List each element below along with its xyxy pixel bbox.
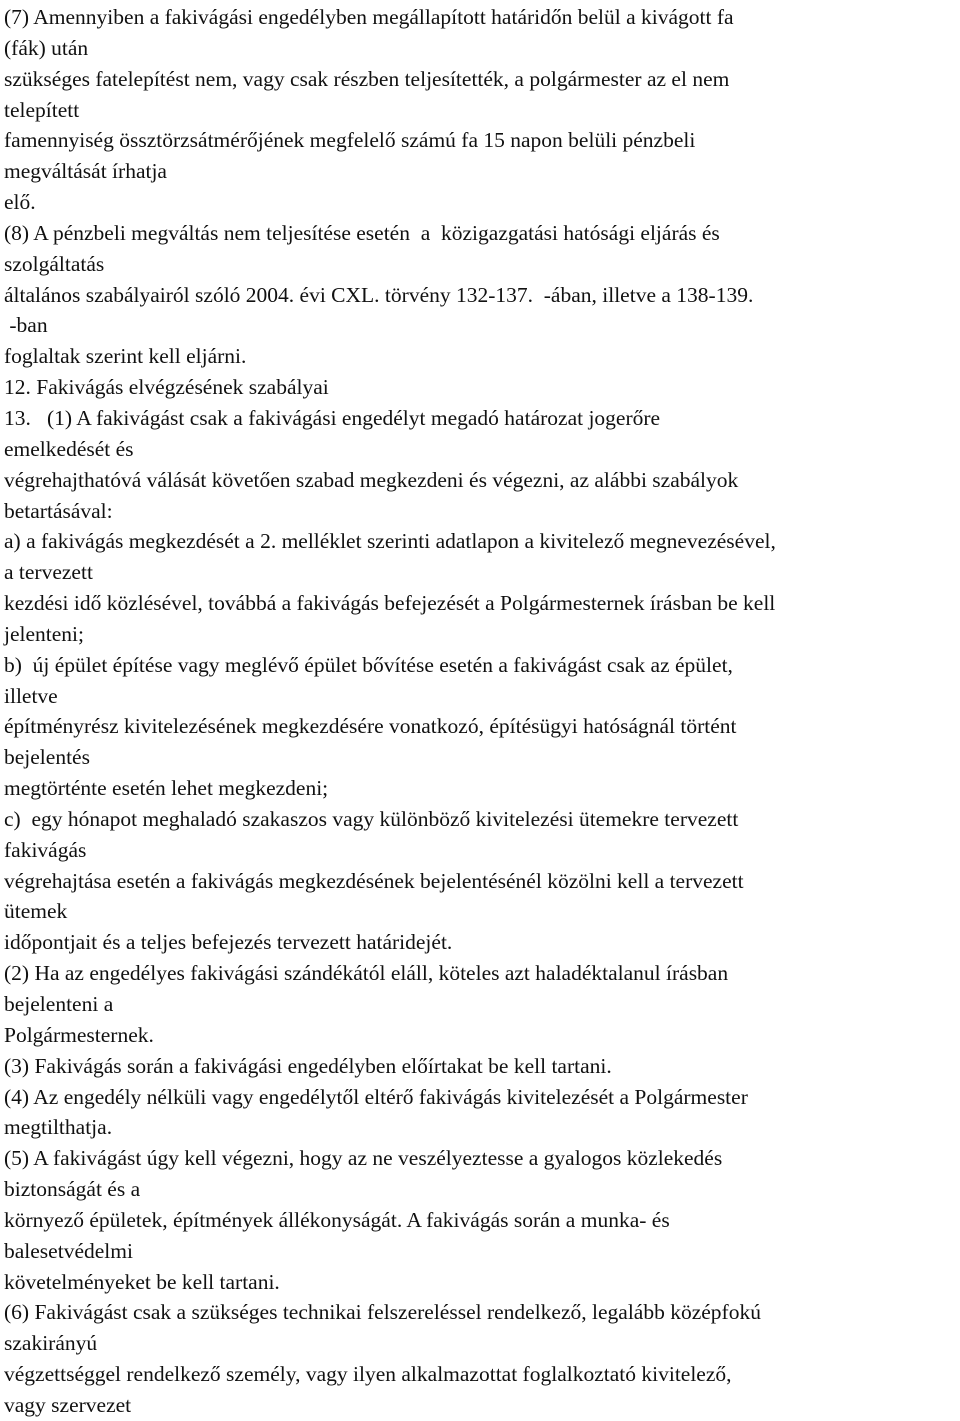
text-line: bejelentés — [4, 745, 90, 770]
text-line: időpontjait és a teljes befejezés tervezett határidejét. — [4, 930, 453, 955]
text-line: fakivágás — [4, 837, 87, 862]
document-page — [4, 0, 956, 1421]
text-line: -ban — [4, 313, 48, 338]
section-heading: 12. Fakivágás elvégzésének szabályai — [4, 375, 329, 400]
text-line: szakirányú — [4, 1331, 98, 1356]
text-line: megtilthatja. — [4, 1115, 113, 1140]
text-line: elő. — [4, 190, 36, 215]
text-line: (8) A pénzbeli megváltás nem teljesítése esetén a közigazgatási hatósági eljárás és — [4, 220, 720, 245]
text-line: jelenteni; — [4, 621, 84, 646]
text-line: általános szabályairól szóló 2004. évi CXL. törvény 132-137. -ában, illetve a 138-139. — [4, 282, 754, 307]
text-line: megtörténte esetén lehet megkezdeni; — [4, 776, 329, 801]
text-line: szükséges fatelepítést nem, vagy csak részben teljesítették, a polgármester az el nem — [4, 66, 730, 91]
text-line: betartásával: — [4, 498, 113, 523]
text-line: 13. (1) A fakivágást csak a fakivágási engedélyt megadó határozat jogerőre — [4, 405, 661, 430]
text-line: (4) Az engedély nélküli vagy engedélytől eltérő fakivágás kivitelezését a Polgármester — [4, 1084, 748, 1109]
text-line: foglaltak szerint kell eljárni. — [4, 344, 247, 369]
text-line: a tervezett — [4, 560, 93, 585]
text-line: (3) Fakivágás során a fakivágási engedélyben előírtakat be kell tartani. — [4, 1053, 612, 1078]
text-line: (2) Ha az engedélyes fakivágási szándékától eláll, köteles azt haladéktalanul írásban — [4, 961, 729, 986]
text-line: (7) Amennyiben a fakivágási engedélyben megállapított határidőn belül a kivágott fa — [4, 5, 734, 29]
text-line: biztonságát és a — [4, 1177, 141, 1202]
text-line: a) a fakivágás megkezdését a 2. melléklet szerinti adatlapon a kivitelező megnevezésével, — [4, 529, 776, 554]
text-line: emelkedését és — [4, 436, 134, 461]
text-line: (6) Fakivágást csak a szükséges technikai felszereléssel rendelkező, legalább középfokú — [4, 1300, 761, 1325]
text-line: balesetvédelmi — [4, 1238, 133, 1263]
text-line: kezdési idő közlésével, továbbá a fakivágás befejezését a Polgármesternek írásban be kell — [4, 591, 776, 616]
text-line: építményrész kivitelezésének megkezdésére vonatkozó, építésügyi hatóságnál történt — [4, 714, 737, 739]
text-line: végrehajthatóvá válását követően szabad megkezdeni és végezni, az alábbi szabályok — [4, 467, 739, 492]
text-line: bejelenteni a — [4, 992, 114, 1016]
text-line: vagy szervezet — [4, 1392, 132, 1417]
text-line: követelményeket be kell tartani. — [4, 1269, 280, 1294]
text-line: végzettséggel rendelkező személy, vagy ilyen alkalmazottat foglalkoztató kivitelező, — [4, 1362, 732, 1387]
text-line: megváltását írhatja — [4, 159, 167, 184]
text-line: ütemek — [4, 899, 68, 924]
text-line: Polgármesternek. — [4, 1022, 154, 1047]
text-line: b) új épület építése vagy meglévő épület bővítése esetén a fakivágást csak az épület, — [4, 652, 733, 677]
text-line: famennyiség össztörzsátmérőjének megfelelő számú fa 15 napon belüli pénzbeli — [4, 128, 696, 153]
text-line: (fák) után — [4, 35, 89, 60]
text-line: illetve — [4, 683, 58, 708]
text-line: (5) A fakivágást úgy kell végezni, hogy az ne veszélyeztesse a gyalogos közlekedés — [4, 1146, 723, 1171]
text-line: szolgáltatás — [4, 251, 105, 276]
text-line: végrehajtása esetén a fakivágás megkezdésének bejelentésénél közölni kell a tervezett — [4, 868, 744, 893]
text-line: környező épületek, építmények állékonyságát. A fakivágás során a munka- és — [4, 1207, 670, 1232]
text-line: telepített — [4, 97, 80, 122]
text-line: c) egy hónapot meghaladó szakaszos vagy különböző kivitelezési ütemekre tervezett — [4, 806, 739, 831]
